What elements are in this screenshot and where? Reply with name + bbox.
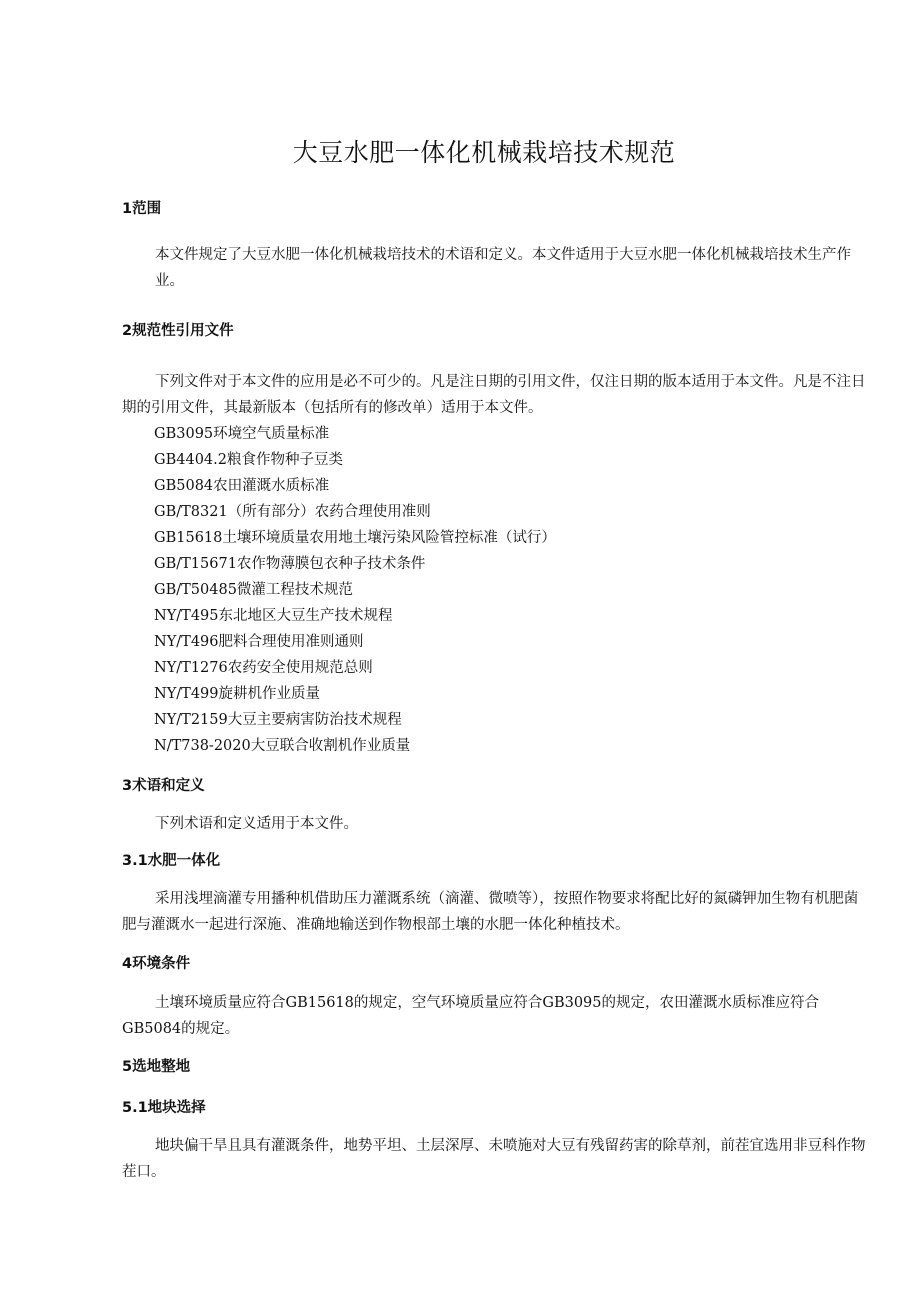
reference-item: GB/T50485微灌工程技术规范 [154, 582, 353, 598]
section-scope-paragraph: 本文件规定了大豆水肥一体化机械栽培技术的术语和定义。本文件适用于大豆水肥一体化机械栽培技术生产作业。 [155, 247, 851, 289]
reference-item: NY/T496肥料合理使用准则通则 [154, 634, 364, 650]
section-heading-environmental-conditions: 4环境条件 [122, 956, 191, 972]
reference-list [154, 421, 556, 759]
reference-item: GB/T15671农作物薄膜包衣种子技术条件 [154, 556, 426, 572]
reference-item: NY/T495东北地区大豆生产技术规程 [154, 608, 393, 624]
section-heading-terms-definitions: 3术语和定义 [122, 778, 205, 794]
reference-item: GB4404.2粮食作物种子豆类 [154, 452, 343, 468]
section-heading-normative-references: 2规范性引用文件 [122, 323, 234, 339]
reference-item: NY/T499旋耕机作业质量 [154, 686, 320, 702]
section-terms-definitions-paragraph: 下列术语和定义适用于本文件。 [155, 816, 358, 832]
reference-item: NY/T1276农药安全使用规范总则 [154, 660, 373, 676]
reference-item: GB/T8321（所有部分）农药合理使用准则 [154, 504, 431, 520]
reference-item: NY/T2159大豆主要病害防治技术规程 [154, 712, 402, 728]
reference-item: GB3095环境空气质量标准 [154, 426, 330, 442]
section-plot-selection-paragraph: 地块偏干旱且具有灌溉条件，地势平坦、土层深厚、未喷施对大豆有残留药害的除草剂，前茬宜选用非豆科作物茬口。 [122, 1138, 866, 1180]
section-heading-water-fertilizer-integration: 3.1水肥一体化 [122, 853, 221, 869]
reference-item: GB5084农田灌溉水质标准 [154, 478, 330, 494]
section-normative-references-paragraph: 下列文件对于本文件的应用是必不可少的。凡是注日期的引用文件，仅注日期的版本适用于本文件。凡是不注日期的引用文件，其最新版本（包括所有的修改单）适用于本文件。 [122, 374, 866, 416]
document-title: 大豆水肥一体化机械栽培技术规范 [292, 138, 676, 167]
reference-item: N/T738-2020大豆联合收割机作业质量 [154, 738, 411, 754]
reference-item: GB15618土壤环境质量农用地土壤污染风险管控标准（试行） [154, 530, 556, 546]
section-heading-plot-selection: 5.1地块选择 [122, 1100, 206, 1116]
section-heading-scope: 1范围 [122, 201, 162, 217]
section-water-fertilizer-integration-paragraph: 采用浅埋滴灌专用播种机借助压力灌溉系统（滴灌、微喷等），按照作物要求将配比好的氮磷钾加生物有机肥菌肥与灌溉水一起进行深施、准确地输送到作物根部土壤的水肥一体化种植技术。 [122, 891, 859, 933]
section-heading-site-selection-preparation: 5选地整地 [122, 1059, 191, 1075]
section-environmental-conditions-paragraph: 土壤环境质量应符合GB15618的规定，空气环境质量应符合GB3095的规定，农田灌溉水质标准应符合GB5084的规定。 [122, 995, 820, 1037]
